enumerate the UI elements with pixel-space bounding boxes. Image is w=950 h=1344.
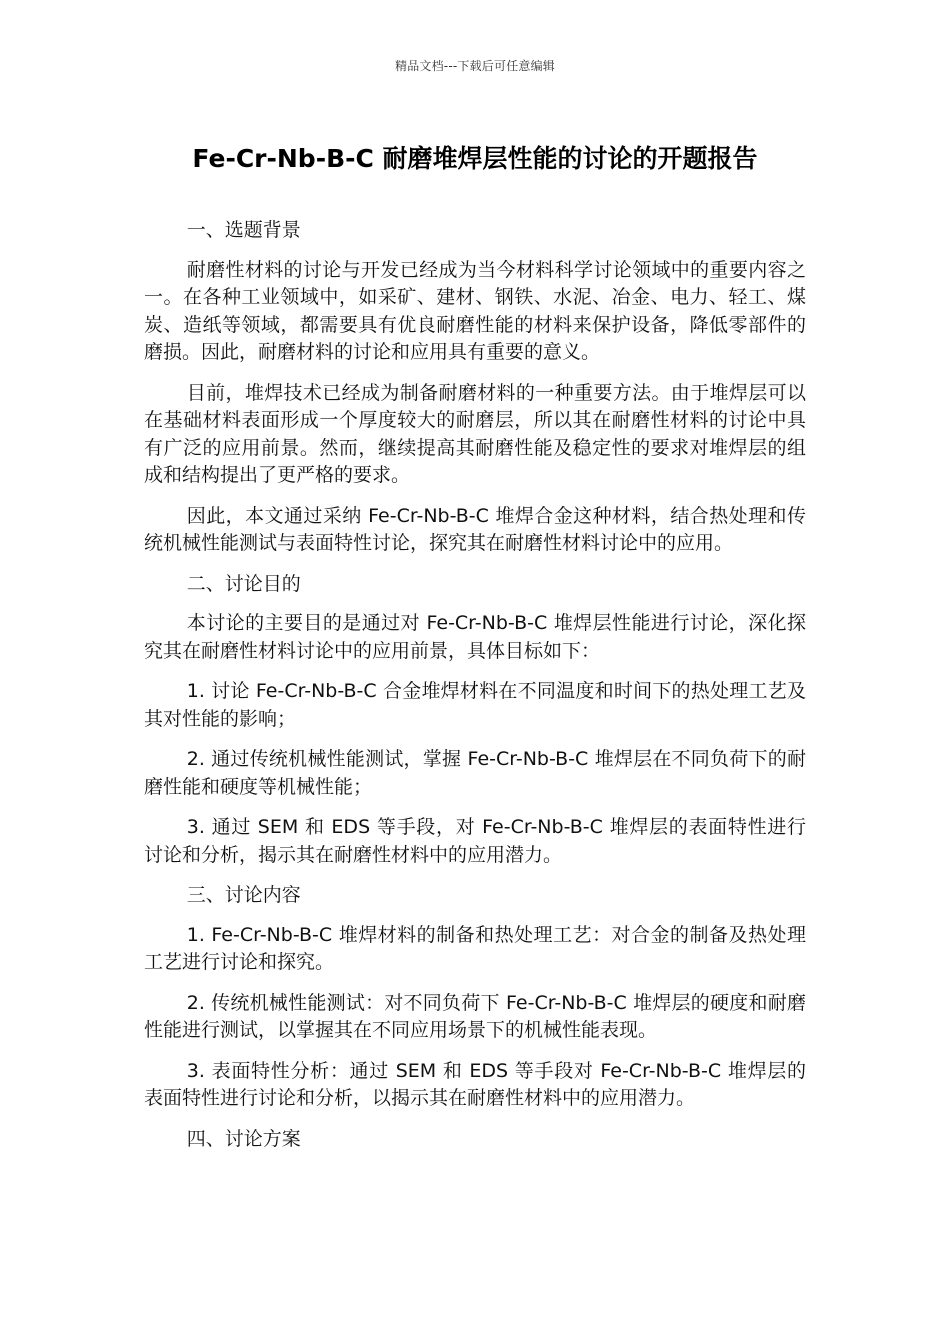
- paragraph: 因此，本文通过采纳 Fe-Cr-Nb-B-C 堆焊合金这种材料，结合热处理和传统机械性能测试与表面特性讨论，探究其在耐磨性材料讨论中的应用。: [144, 504, 806, 554]
- list-item: 3. 表面特性分析：通过 SEM 和 EDS 等手段对 Fe-Cr-Nb-B-C 堆焊层的表面特性进行讨论和分析，以揭示其在耐磨性材料中的应用潜力。: [144, 1059, 806, 1109]
- list-item: 2. 传统机械性能测试：对不同负荷下 Fe-Cr-Nb-B-C 堆焊层的硬度和耐磨性能进行测试，以掌握其在不同应用场景下的机械性能表现。: [144, 991, 806, 1041]
- paragraph: 本讨论的主要目的是通过对 Fe-Cr-Nb-B-C 堆焊层性能进行讨论，深化探究其在耐磨性材料讨论中的应用前景，具体目标如下：: [144, 612, 806, 662]
- document-title: Fe-Cr-Nb-B-C 耐磨堆焊层性能的讨论的开题报告: [192, 144, 758, 173]
- paragraph: 目前，堆焊技术已经成为制备耐磨材料的一种重要方法。由于堆焊层可以在基础材料表面形成一个厚度较大的耐磨层，所以其在耐磨性材料的讨论中具有广泛的应用前景。然而，继续提高其耐磨性能及稳定性的要求对堆焊层的组成和结构提出了更严格的要求。: [144, 381, 806, 486]
- document-body: [144, 217, 806, 1165]
- list-item: 2. 通过传统机械性能测试，掌握 Fe-Cr-Nb-B-C 堆焊层在不同负荷下的耐磨性能和硬度等机械性能；: [144, 748, 806, 798]
- paragraph: 耐磨性材料的讨论与开发已经成为当今材料科学讨论领域中的重要内容之一。在各种工业领域中，如采矿、建材、钢铁、水泥、冶金、电力、轻工、煤炭、造纸等领域，都需要具有优良耐磨性能的材料来保护设备，降低零部件的磨损。因此，耐磨材料的讨论和应用具有重要的意义。: [144, 258, 806, 363]
- header-note: 精品文档---下载后可任意编辑: [395, 59, 555, 73]
- section-heading-purpose: 二、讨论目的: [186, 572, 301, 595]
- section-heading-background: 一、选题背景: [186, 219, 301, 241]
- list-item: 3. 通过 SEM 和 EDS 等手段，对 Fe-Cr-Nb-B-C 堆焊层的表面特性进行讨论和分析，揭示其在耐磨性材料中的应用潜力。: [144, 816, 806, 866]
- list-item: 1. Fe-Cr-Nb-B-C 堆焊材料的制备和热处理工艺：对合金的制备及热处理工艺进行讨论和探究。: [144, 923, 806, 973]
- section-heading-plan: 四、讨论方案: [186, 1127, 301, 1150]
- section-heading-content: 三、讨论内容: [186, 884, 301, 906]
- list-item: 1. 讨论 Fe-Cr-Nb-B-C 合金堆焊材料在不同温度和时间下的热处理工艺及其对性能的影响；: [144, 680, 806, 730]
